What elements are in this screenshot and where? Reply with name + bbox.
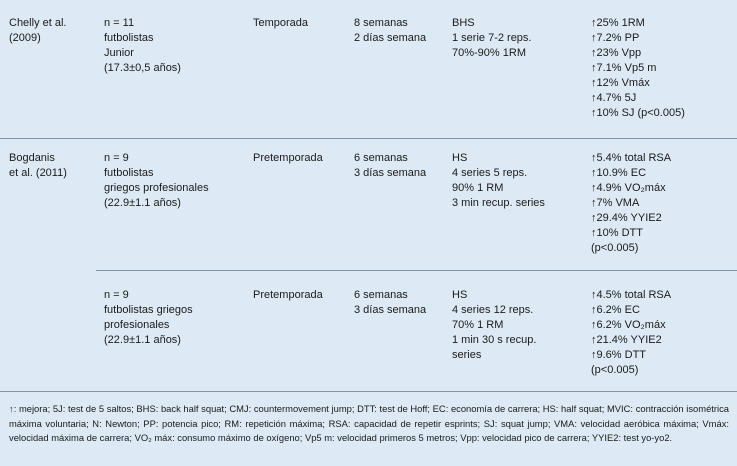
- results-cell: [591, 16, 685, 121]
- result-item: [591, 151, 671, 166]
- protocol-cell: HS 4 series 5 reps. 90% 1 RM 3 min recup. series: [452, 152, 545, 209]
- season-cell: Temporada: [253, 17, 309, 29]
- result-item: [591, 196, 671, 211]
- result-text: 4.9% VO₂máx: [596, 182, 666, 194]
- arrow-up-icon: ↑: [591, 17, 597, 29]
- result-item: [591, 76, 685, 91]
- result-text: 7% VMA: [596, 197, 640, 209]
- result-text: 23% Vpp: [596, 47, 642, 59]
- result-text: 6.2% EC: [596, 304, 640, 316]
- result-text: 9.6% DTT: [596, 349, 647, 361]
- result-item: [591, 211, 671, 226]
- result-item: [591, 106, 685, 121]
- study-cell: Chelly et al. (2009): [9, 17, 67, 44]
- result-text: 12% Vmáx: [596, 77, 650, 89]
- arrow-up-icon: ↑: [591, 92, 597, 104]
- result-item: [591, 318, 671, 333]
- result-item: [591, 166, 671, 181]
- arrow-up-icon: ↑: [591, 62, 597, 74]
- result-text: 6.2% VO₂máx: [596, 319, 666, 331]
- arrow-up-icon: ↑: [591, 304, 597, 316]
- result-significance: (p<0.005): [591, 242, 639, 254]
- subjects-cell: n = 9 futbolistas griegos profesionales (22.9±1.1 años): [104, 289, 193, 346]
- season-cell: Pretemporada: [253, 152, 323, 164]
- result-text: 10.9% EC: [596, 167, 647, 179]
- result-text: 21.4% YYIE2: [596, 334, 662, 346]
- arrow-up-icon: ↑: [591, 334, 597, 346]
- arrow-up-icon: ↑: [591, 47, 597, 59]
- result-item: [591, 333, 671, 348]
- arrow-up-icon: ↑: [591, 319, 597, 331]
- subrow-divider: [96, 270, 737, 271]
- arrow-up-icon: ↑: [591, 152, 597, 164]
- results-cell: [591, 151, 671, 256]
- result-item: [591, 91, 685, 106]
- result-item: [591, 303, 671, 318]
- result-item: [591, 288, 671, 303]
- result-item: [591, 31, 685, 46]
- arrow-up-icon: ↑: [591, 182, 597, 194]
- result-item: [591, 226, 671, 241]
- result-item: [591, 46, 685, 61]
- result-item: [591, 348, 671, 363]
- result-text: 10% DTT: [596, 227, 643, 239]
- result-item: [591, 61, 685, 76]
- protocol-cell: BHS 1 serie 7-2 reps. 70%-90% 1RM: [452, 17, 532, 59]
- arrow-up-icon: ↑: [591, 107, 597, 119]
- result-item: [591, 181, 671, 196]
- arrow-up-icon: ↑: [591, 212, 597, 224]
- result-significance: (p<0.005): [591, 364, 639, 376]
- result-text: 29.4% YYIE2: [596, 212, 662, 224]
- arrow-up-icon: ↑: [591, 197, 597, 209]
- result-item: [591, 16, 685, 31]
- result-text: 25% 1RM: [596, 17, 645, 29]
- arrow-up-icon: ↑: [591, 349, 597, 361]
- row-divider: [0, 138, 737, 139]
- duration-cell: 6 semanas 3 días semana: [354, 152, 427, 179]
- result-text: 7.1% Vp5 m: [596, 62, 657, 74]
- result-text: 5.4% total RSA: [596, 152, 672, 164]
- results-cell: [591, 288, 671, 378]
- result-text: 10% SJ (p<0.005): [596, 107, 685, 119]
- duration-cell: 8 semanas 2 días semana: [354, 17, 427, 44]
- subjects-cell: n = 11 futbolistas Junior (17.3±0,5 años): [104, 17, 181, 74]
- arrow-up-icon: ↑: [591, 289, 597, 301]
- subjects-cell: n = 9 futbolistas griegos profesionales (22.9±1.1 años): [104, 152, 209, 209]
- protocol-cell: HS 4 series 12 reps. 70% 1 RM 1 min 30 s recup. series: [452, 289, 537, 361]
- arrow-up-icon: ↑: [591, 32, 597, 44]
- result-text: 4.7% 5J: [596, 92, 637, 104]
- duration-cell: 6 semanas 3 días semana: [354, 289, 427, 316]
- table-footnote: ↑: mejora; 5J: test de 5 saltos; BHS: back half squat; CMJ: countermovement jump; DTT: test de Hoff; EC: economía de carrera; HS: half squat; MVIC: contracción isométrica máxima voluntaria; N: Newton; PP: potencia pico; RM: repetición máxima; RSA: capacidad de repetir esprints; SJ: squat jump; VMA: velocidad aeróbica máxima; Vmáx: velocidad máxima de carrera; VO₂ máx: consumo máximo de oxígeno; Vp5 m: velocidad primeros 5 metros; Vpp: velocidad pico de carrera; YYIE2: test yo-yo2.: [9, 403, 729, 443]
- result-text: 7.2% PP: [596, 32, 640, 44]
- arrow-up-icon: ↑: [591, 77, 597, 89]
- study-cell: Bogdanis et al. (2011): [9, 152, 67, 179]
- footnote-divider: [0, 391, 737, 392]
- season-cell: Pretemporada: [253, 289, 323, 301]
- arrow-up-icon: ↑: [591, 167, 597, 179]
- result-text: 4.5% total RSA: [596, 289, 672, 301]
- arrow-up-icon: ↑: [591, 227, 597, 239]
